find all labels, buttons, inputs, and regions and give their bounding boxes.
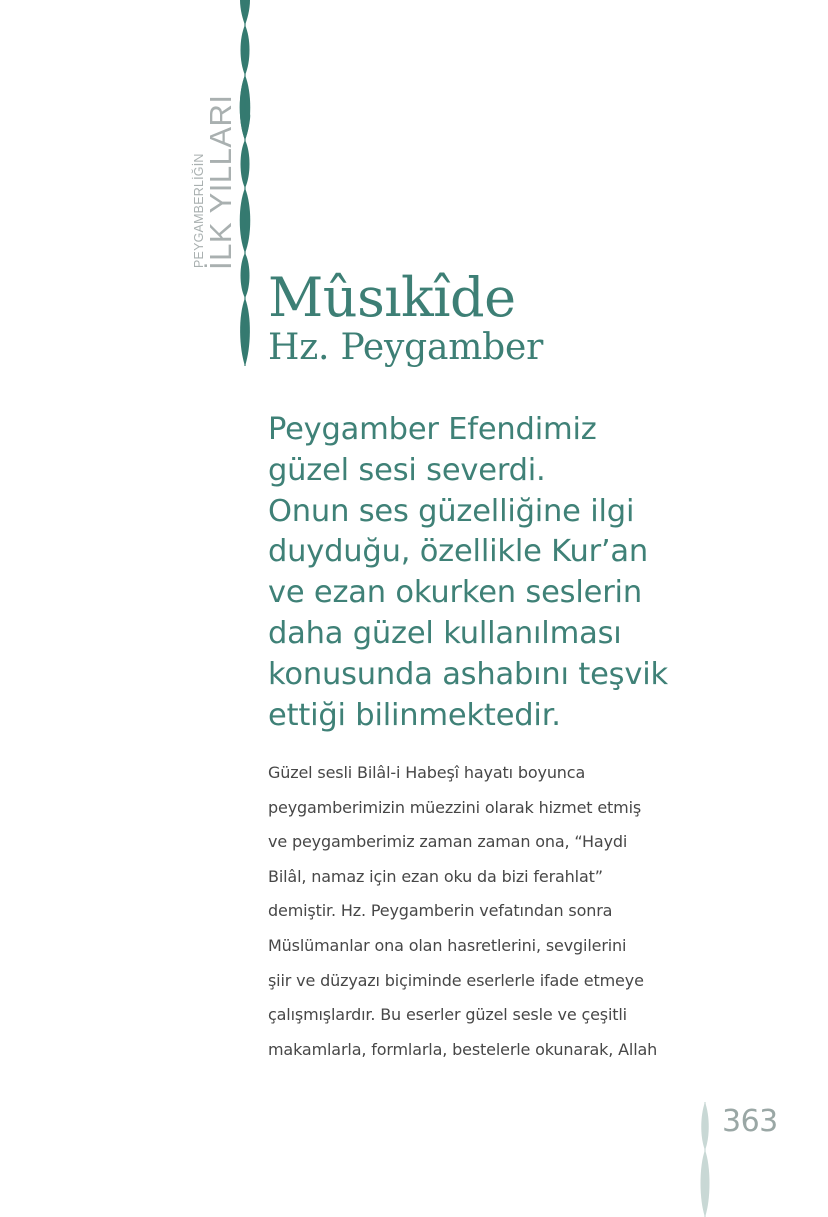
body-line: Bilâl, namaz için ezan oku da bizi ferahlat” <box>268 866 603 886</box>
body-line: ve peygamberimiz zaman zaman ona, “Haydi <box>268 832 628 852</box>
chapter-title-line1: Mûsıkîde <box>268 266 516 329</box>
lead-line: güzel sesi severdi. <box>268 452 546 488</box>
running-head-line1: PEYGAMBERLİĞİN <box>192 153 206 268</box>
body-line: makamlarla, formlarla, bestelerle okunarak, Allah <box>268 1039 658 1059</box>
chapter-title <box>268 268 543 370</box>
lead-line: duyduğu, özellikle Kur’an <box>268 534 649 570</box>
lead-line: ettiği bilinmektedir. <box>268 697 561 733</box>
chapter-title-line2: Hz. Peygamber <box>268 327 544 368</box>
body-line: şiir ve düzyazı biçiminde eserlerle ifade etmeye <box>268 970 644 990</box>
running-head-line2: İLK YILLARI <box>203 94 238 270</box>
lead-line: Onun ses güzelliğine ilgi <box>268 493 635 529</box>
body-paragraph <box>268 756 708 1067</box>
lead-line: konusunda ashabını teşvik <box>268 656 668 692</box>
foot-ornament-icon <box>696 1100 714 1217</box>
lead-line: Peygamber Efendimiz <box>268 412 597 447</box>
body-line: peygamberimizin müezzini olarak hizmet etmiş <box>268 797 642 817</box>
page-number: 363 <box>722 1104 778 1139</box>
body-line: demiştir. Hz. Peygamberin vefatından sonra <box>268 901 613 921</box>
running-head <box>192 94 240 270</box>
lead-line: daha güzel kullanılması <box>268 615 622 651</box>
body-line: Müslümanlar ona olan hasretlerini, sevgilerini <box>268 935 627 955</box>
body-line: çalışmışlardır. Bu eserler güzel sesle ve çeşitli <box>268 1005 627 1025</box>
lead-paragraph <box>268 410 708 736</box>
body-line: Güzel sesli Bilâl-i Habeşî hayatı boyunca <box>268 763 586 782</box>
lead-line: ve ezan okurken seslerin <box>268 575 642 611</box>
